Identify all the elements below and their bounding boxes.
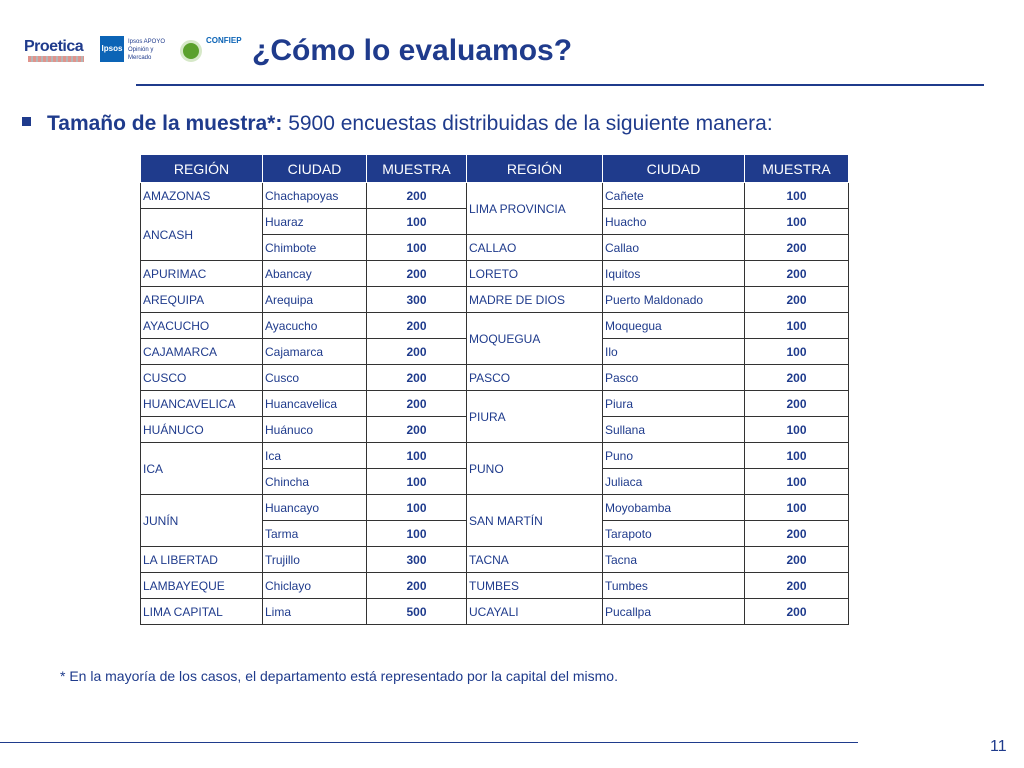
sample-distribution-table xyxy=(140,154,849,625)
city-cell: Chimbote xyxy=(263,235,367,261)
city-cell: Cajamarca xyxy=(263,339,367,365)
sample-cell: 200 xyxy=(745,365,849,391)
proetica-logo-text: Proetica xyxy=(24,38,84,55)
table-row xyxy=(141,573,849,599)
city-cell: Huaraz xyxy=(263,209,367,235)
region-cell: PUNO xyxy=(467,443,603,495)
page-number: 11 xyxy=(990,738,1007,755)
city-cell: Pucallpa xyxy=(603,599,745,625)
city-cell: Ica xyxy=(263,443,367,469)
sample-cell: 100 xyxy=(745,183,849,209)
table-row xyxy=(141,365,849,391)
confiep-logo-mark xyxy=(180,40,202,62)
city-cell: Cusco xyxy=(263,365,367,391)
sample-cell: 200 xyxy=(745,261,849,287)
header-muestra-2: MUESTRA xyxy=(745,155,849,183)
city-cell: Tarma xyxy=(263,521,367,547)
city-cell: Chincha xyxy=(263,469,367,495)
table-row xyxy=(141,183,849,209)
sample-cell: 200 xyxy=(367,365,467,391)
city-cell: Callao xyxy=(603,235,745,261)
city-cell: Ilo xyxy=(603,339,745,365)
region-cell: SAN MARTÍN xyxy=(467,495,603,547)
city-cell: Juliaca xyxy=(603,469,745,495)
table-row xyxy=(141,287,849,313)
city-cell: Iquitos xyxy=(603,261,745,287)
region-cell: MOQUEGUA xyxy=(467,313,603,365)
region-cell: LIMA PROVINCIA xyxy=(467,183,603,235)
city-cell: Lima xyxy=(263,599,367,625)
region-cell: MADRE DE DIOS xyxy=(467,287,603,313)
city-cell: Chachapoyas xyxy=(263,183,367,209)
sample-size-bullet xyxy=(22,112,773,136)
sample-cell: 200 xyxy=(745,235,849,261)
city-cell: Ayacucho xyxy=(263,313,367,339)
sample-cell: 200 xyxy=(745,599,849,625)
title-divider xyxy=(136,84,984,86)
sample-cell: 100 xyxy=(745,313,849,339)
sample-cell: 100 xyxy=(367,495,467,521)
city-cell: Huancavelica xyxy=(263,391,367,417)
sample-cell: 100 xyxy=(367,469,467,495)
sample-cell: 300 xyxy=(367,547,467,573)
sample-cell: 300 xyxy=(367,287,467,313)
sample-cell: 100 xyxy=(367,521,467,547)
city-cell: Sullana xyxy=(603,417,745,443)
header-muestra-1: MUESTRA xyxy=(367,155,467,183)
region-cell: LORETO xyxy=(467,261,603,287)
table-row xyxy=(141,391,849,417)
header-region-2: REGIÓN xyxy=(467,155,603,183)
header-ciudad-1: CIUDAD xyxy=(263,155,367,183)
sample-cell: 100 xyxy=(745,339,849,365)
city-cell: Moquegua xyxy=(603,313,745,339)
sample-cell: 200 xyxy=(745,391,849,417)
region-cell: AMAZONAS xyxy=(141,183,263,209)
bullet-lead: Tamaño de la muestra*: xyxy=(47,112,283,135)
city-cell: Huánuco xyxy=(263,417,367,443)
region-cell: LAMBAYEQUE xyxy=(141,573,263,599)
header-region-1: REGIÓN xyxy=(141,155,263,183)
table-row xyxy=(141,547,849,573)
region-cell: LA LIBERTAD xyxy=(141,547,263,573)
sample-cell: 200 xyxy=(745,287,849,313)
sample-cell: 100 xyxy=(745,417,849,443)
header-ciudad-2: CIUDAD xyxy=(603,155,745,183)
region-cell: UCAYALI xyxy=(467,599,603,625)
table-row xyxy=(141,443,849,469)
region-cell: LIMA CAPITAL xyxy=(141,599,263,625)
sample-cell: 500 xyxy=(367,599,467,625)
region-cell: PIURA xyxy=(467,391,603,443)
region-cell: CUSCO xyxy=(141,365,263,391)
sample-cell: 200 xyxy=(367,261,467,287)
city-cell: Arequipa xyxy=(263,287,367,313)
sample-cell: 200 xyxy=(367,313,467,339)
sample-cell: 200 xyxy=(745,573,849,599)
confiep-logo xyxy=(180,34,244,66)
sample-cell: 200 xyxy=(367,183,467,209)
slide-title: ¿Cómo lo evaluamos? xyxy=(252,34,573,67)
bullet-text: 5900 encuestas distribuidas de la siguiente manera: xyxy=(282,112,773,135)
region-cell: PASCO xyxy=(467,365,603,391)
sample-cell: 100 xyxy=(745,443,849,469)
region-cell: CALLAO xyxy=(467,235,603,261)
confiep-logo-text: CONFIEP xyxy=(206,36,242,45)
city-cell: Huacho xyxy=(603,209,745,235)
table-row xyxy=(141,313,849,339)
table-row xyxy=(141,261,849,287)
region-cell: AREQUIPA xyxy=(141,287,263,313)
sample-cell: 100 xyxy=(745,209,849,235)
sample-cell: 200 xyxy=(745,547,849,573)
region-cell: TACNA xyxy=(467,547,603,573)
city-cell: Chiclayo xyxy=(263,573,367,599)
city-cell: Tumbes xyxy=(603,573,745,599)
sample-cell: 200 xyxy=(367,391,467,417)
logo-bar xyxy=(24,34,244,70)
sample-cell: 100 xyxy=(367,235,467,261)
region-cell: APURIMAC xyxy=(141,261,263,287)
region-cell: HUANCAVELICA xyxy=(141,391,263,417)
sample-cell: 100 xyxy=(745,495,849,521)
bullet-square-icon xyxy=(22,117,31,126)
city-cell: Tarapoto xyxy=(603,521,745,547)
footnote: * En la mayoría de los casos, el departamento está representado por la capital del mismo. xyxy=(60,668,618,684)
city-cell: Piura xyxy=(603,391,745,417)
sample-cell: 200 xyxy=(367,339,467,365)
sample-cell: 100 xyxy=(367,209,467,235)
table-header-row xyxy=(141,155,849,183)
region-cell: ICA xyxy=(141,443,263,495)
table-row xyxy=(141,495,849,521)
city-cell: Moyobamba xyxy=(603,495,745,521)
city-cell: Huancayo xyxy=(263,495,367,521)
ipsos-logo: Ipsos xyxy=(100,36,124,62)
city-cell: Cañete xyxy=(603,183,745,209)
city-cell: Pasco xyxy=(603,365,745,391)
footer-divider xyxy=(0,742,858,743)
region-cell: ANCASH xyxy=(141,209,263,261)
region-cell: JUNÍN xyxy=(141,495,263,547)
city-cell: Puerto Maldonado xyxy=(603,287,745,313)
sample-cell: 100 xyxy=(745,469,849,495)
region-cell: AYACUCHO xyxy=(141,313,263,339)
city-cell: Trujillo xyxy=(263,547,367,573)
city-cell: Abancay xyxy=(263,261,367,287)
sample-cell: 100 xyxy=(367,443,467,469)
sample-cell: 200 xyxy=(745,521,849,547)
city-cell: Tacna xyxy=(603,547,745,573)
region-cell: CAJAMARCA xyxy=(141,339,263,365)
proetica-logo-tagline xyxy=(28,56,84,62)
table-row xyxy=(141,599,849,625)
sample-cell: 200 xyxy=(367,573,467,599)
region-cell: HUÁNUCO xyxy=(141,417,263,443)
ipsos-apoyo-logo-text: Ipsos APOYO Opinión y Mercado xyxy=(128,39,166,61)
city-cell: Puno xyxy=(603,443,745,469)
region-cell: TUMBES xyxy=(467,573,603,599)
proetica-logo xyxy=(24,38,88,68)
sample-cell: 200 xyxy=(367,417,467,443)
